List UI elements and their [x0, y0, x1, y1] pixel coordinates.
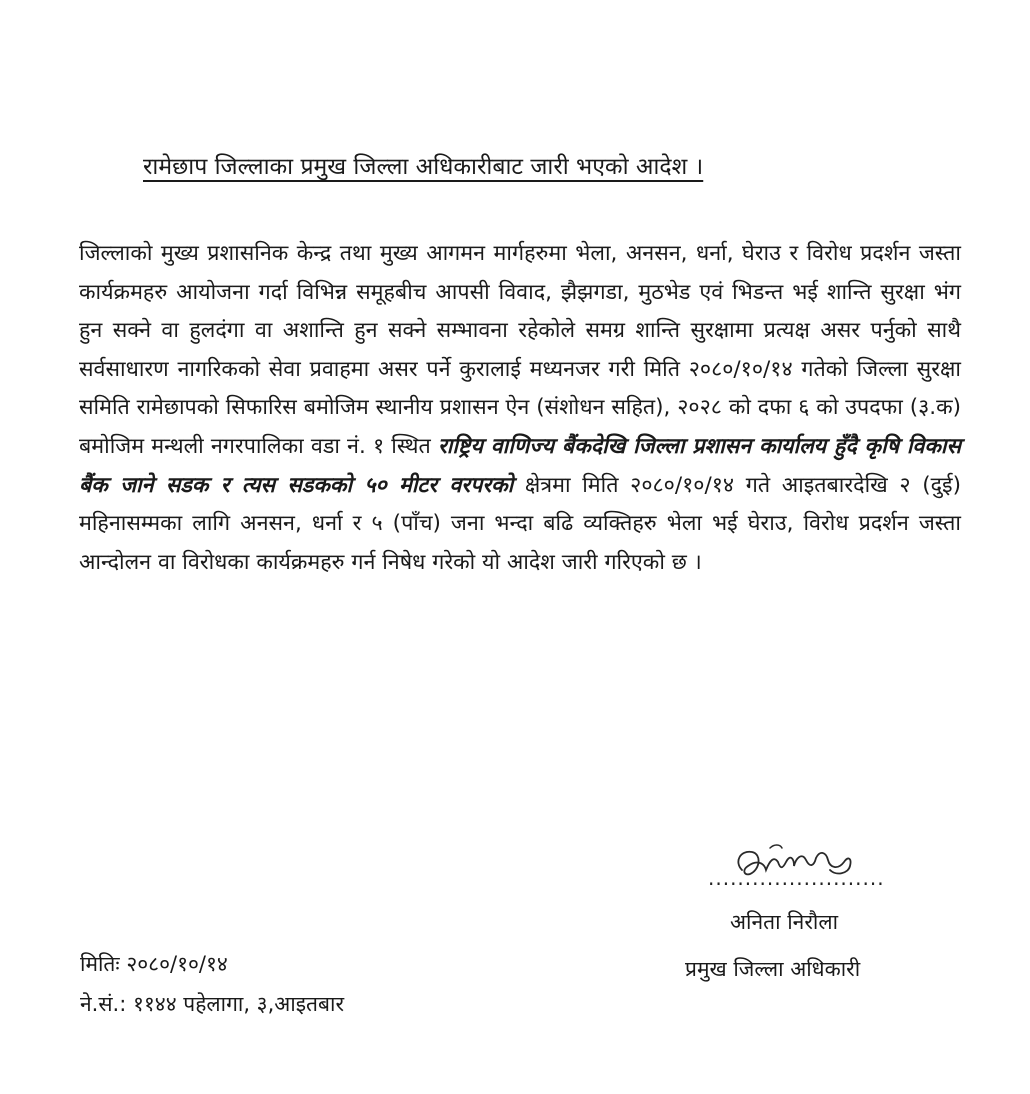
order-body — [79, 235, 961, 582]
signer-designation: प्रमुख जिल्ला अधिकारी — [685, 957, 861, 981]
issue-date: मितिः २०८०/१०/१४ — [80, 952, 228, 976]
document-title-text: रामेछाप जिल्लाका प्रमुख जिल्ला अधिकारीबाट जारी भएको आदेश । — [143, 154, 704, 180]
order-body-part2: क्षेत्रमा मिति २०८०/१०/१४ गते आइतबारदेखि २ (दुई) महिनासम्मका लागि अनसन, धर्ना र ५ (पाँच) जना भन्दा बढि व्यक्तिहरु भेला भई घेराउ, विरोध प्रदर्शन जस्ता आन्दोलन वा विरोधका कार्यक्रमहरु गर्न निषेध गरेको यो आदेश जारी गरिएको छ । — [79, 472, 961, 575]
order-body-part1: जिल्लाको मुख्य प्रशासनिक केन्द्र तथा मुख्य आगमन मार्गहरुमा भेला, अनसन, धर्ना, घेराउ र विरोध प्रदर्शन जस्ता कार्यक्रमहरु आयोजना गर्दा विभिन्न समूहबीच आपसी विवाद, झैझगडा, मुठभेड एवं भिडन्त भई शान्ति सुरक्षा भंग हुन सक्ने वा हुलदंगा वा अशान्ति हुन सक्ने सम्भावना रहेकोले समग्र शान्ति सुरक्षामा प्रत्यक्ष असर पर्नुको साथै सर्वसाधारण नागरिकको सेवा प्रवाहमा असर पर्ने कुरालाई मध्यनजर गरी मिति २०८०/१०/१४ गतेको जिल्ला सुरक्षा समिति रामेछापको सिफारिस बमोजिम स्थानीय प्रशासन ऐन (संशोधन सहित), २०२८ को दफा ६ को उपदफा (३.क) बमोजिम मन्थली नगरपालिका वडा नं. १ स्थित — [79, 241, 961, 459]
signature-dotted-line: ........................ — [708, 866, 885, 890]
nepal-sambat-date: ने.सं.: ११४४ पहेलागा, ३,आइतबार — [80, 992, 345, 1016]
document-title — [143, 150, 903, 184]
signer-name: अनिता निरौला — [730, 910, 839, 934]
order-body-emphasis: राष्ट्रिय वाणिज्य बैंकदेखि जिल्ला प्रशासन कार्यालय हुँदै कृषि विकास बैंक जाने सडक र त्यस सडकको ५० मीटर वरपरको — [79, 433, 962, 498]
